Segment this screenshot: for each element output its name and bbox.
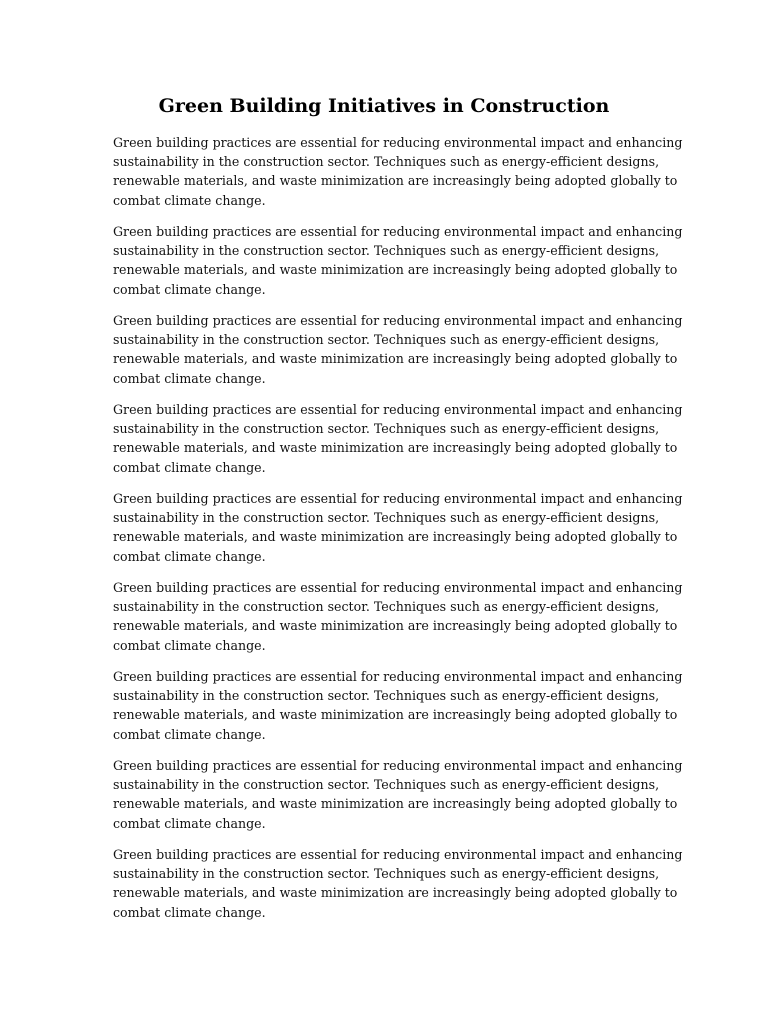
paragraph-line: combat climate change.: [113, 192, 266, 208]
paragraph-line: renewable materials, and waste minimization are increasingly being adopted globally to: [113, 262, 678, 278]
paragraph-line: sustainability in the construction sector. Techniques such as energy-efficient designs,: [113, 510, 660, 526]
paragraph-line: renewable materials, and waste minimization are increasingly being adopted globally to: [113, 440, 678, 456]
body-paragraph: [113, 756, 683, 833]
body-paragraph: [113, 222, 683, 299]
body-paragraph: [113, 667, 683, 744]
paragraph-line: renewable materials, and waste minimization are increasingly being adopted globally to: [113, 707, 678, 723]
body-paragraph: [113, 133, 683, 210]
paragraph-line: Green building practices are essential for reducing environmental impact and enhancing: [113, 491, 683, 506]
paragraph-line: combat climate change.: [113, 815, 266, 831]
paragraph-line: sustainability in the construction sector. Techniques such as energy-efficient designs,: [113, 154, 660, 170]
paragraph-line: combat climate change.: [113, 459, 266, 475]
paragraph-line: combat climate change.: [113, 370, 266, 386]
body-paragraph: [113, 311, 683, 388]
paragraph-line: combat climate change.: [113, 548, 266, 564]
paragraph-line: renewable materials, and waste minimization are increasingly being adopted globally to: [113, 529, 678, 545]
paragraph-line: Green building practices are essential for reducing environmental impact and enhancing: [113, 580, 683, 595]
paragraph-line: sustainability in the construction sector. Techniques such as energy-efficient designs,: [113, 599, 660, 615]
paragraph-line: renewable materials, and waste minimization are increasingly being adopted globally to: [113, 618, 678, 634]
paragraph-line: combat climate change.: [113, 281, 266, 297]
paragraph-line: Green building practices are essential for reducing environmental impact and enhancing: [113, 402, 683, 417]
paragraph-line: renewable materials, and waste minimization are increasingly being adopted globally to: [113, 173, 678, 189]
paragraph-line: combat climate change.: [113, 637, 266, 653]
paragraph-line: Green building practices are essential for reducing environmental impact and enhancing: [113, 847, 683, 862]
paragraph-line: Green building practices are essential for reducing environmental impact and enhancing: [113, 224, 683, 239]
body-paragraph: [113, 489, 683, 566]
paragraph-line: sustainability in the construction sector. Techniques such as energy-efficient designs,: [113, 243, 660, 259]
body-paragraph: [113, 578, 683, 655]
paragraph-line: sustainability in the construction sector. Techniques such as energy-efficient designs,: [113, 866, 660, 882]
paragraph-line: renewable materials, and waste minimization are increasingly being adopted globally to: [113, 351, 678, 367]
paragraph-line: combat climate change.: [113, 726, 266, 742]
body-paragraph: [113, 400, 683, 477]
paragraph-line: sustainability in the construction sector. Techniques such as energy-efficient designs,: [113, 421, 660, 437]
paragraph-line: renewable materials, and waste minimization are increasingly being adopted globally to: [113, 885, 678, 901]
paragraph-line: Green building practices are essential for reducing environmental impact and enhancing: [113, 313, 683, 328]
paragraph-line: Green building practices are essential for reducing environmental impact and enhancing: [113, 758, 683, 773]
body-paragraph: [113, 845, 683, 922]
paragraph-line: Green building practices are essential for reducing environmental impact and enhancing: [113, 669, 683, 684]
paragraph-line: sustainability in the construction sector. Techniques such as energy-efficient designs,: [113, 688, 660, 704]
document-body: [113, 133, 683, 934]
paragraph-line: sustainability in the construction sector. Techniques such as energy-efficient designs,: [113, 777, 660, 793]
document-title: Green Building Initiatives in Construction: [158, 95, 610, 117]
paragraph-line: combat climate change.: [113, 904, 266, 920]
paragraph-line: Green building practices are essential for reducing environmental impact and enhancing: [113, 135, 683, 150]
paragraph-line: renewable materials, and waste minimization are increasingly being adopted globally to: [113, 796, 678, 812]
paragraph-line: sustainability in the construction sector. Techniques such as energy-efficient designs,: [113, 332, 660, 348]
